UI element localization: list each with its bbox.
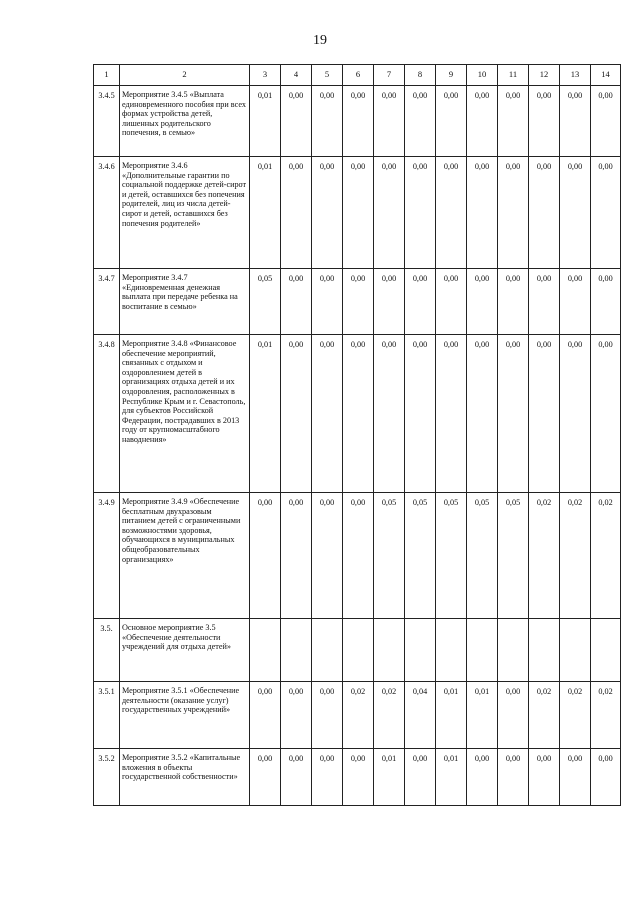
value-cell: 0,00: [312, 335, 343, 493]
value-cell: [250, 619, 281, 682]
value-cell: 0,00: [436, 157, 467, 269]
value-cell: 0,00: [529, 749, 560, 806]
column-header: 6: [343, 65, 374, 86]
value-cell: 0,01: [374, 749, 405, 806]
value-cell: 0,00: [591, 86, 621, 157]
value-cell: 0,00: [529, 335, 560, 493]
table-row: [94, 157, 621, 269]
value-cell: 0,00: [343, 157, 374, 269]
value-cell: [374, 619, 405, 682]
row-number: 3.4.9: [94, 493, 120, 619]
value-cell: 0,02: [529, 493, 560, 619]
value-cell: 0,01: [250, 86, 281, 157]
column-header: 10: [467, 65, 498, 86]
table-row: [94, 493, 621, 619]
column-header: 12: [529, 65, 560, 86]
value-cell: 0,00: [498, 749, 529, 806]
column-header: 1: [94, 65, 120, 86]
value-cell: 0,05: [374, 493, 405, 619]
column-header: 8: [405, 65, 436, 86]
value-cell: 0,05: [436, 493, 467, 619]
value-cell: 0,00: [436, 335, 467, 493]
value-cell: 0,02: [591, 682, 621, 749]
value-cell: 0,00: [591, 157, 621, 269]
value-cell: 0,00: [405, 86, 436, 157]
row-description: Мероприятие 3.4.8 «Финансовое обеспечение мероприятий, связанных с отдыхом и оздоровлением детей в организациях отдыха детей и их оздоровления, расположенных в Республике Крым и г. Севастополь, для субъектов Российской Федерации, пострадавших в 2013 году от крупномасштабного наводнения»: [120, 335, 250, 493]
row-description: Мероприятие 3.4.6 «Дополнительные гарантии по социальной поддержке детей-сирот и детей, оставшихся без попечения родителей, лиц из числа детей-сирот и детей, оставшихся без попечения родителей»: [120, 157, 250, 269]
value-cell: 0,00: [281, 749, 312, 806]
value-cell: 0,01: [467, 682, 498, 749]
value-cell: 0,00: [343, 269, 374, 335]
column-header: 9: [436, 65, 467, 86]
column-header: 7: [374, 65, 405, 86]
value-cell: 0,00: [591, 749, 621, 806]
column-header: 14: [591, 65, 621, 86]
value-cell: [281, 619, 312, 682]
value-cell: 0,00: [498, 157, 529, 269]
row-description: Основное мероприятие 3.5 «Обеспечение деятельности учреждений для отдыха детей»: [120, 619, 250, 682]
value-cell: 0,05: [405, 493, 436, 619]
value-cell: 0,01: [250, 335, 281, 493]
value-cell: 0,00: [467, 749, 498, 806]
value-cell: 0,00: [529, 269, 560, 335]
value-cell: 0,05: [498, 493, 529, 619]
column-header: 5: [312, 65, 343, 86]
value-cell: 0,00: [281, 682, 312, 749]
column-header: 13: [560, 65, 591, 86]
value-cell: 0,00: [467, 86, 498, 157]
value-cell: 0,02: [560, 493, 591, 619]
row-description: Мероприятие 3.4.7 «Единовременная денежная выплата при передаче ребенка на воспитание в семью»: [120, 269, 250, 335]
value-cell: 0,00: [405, 269, 436, 335]
value-cell: 0,00: [312, 682, 343, 749]
page-number: 19: [313, 33, 327, 48]
value-cell: 0,00: [467, 335, 498, 493]
row-description: Мероприятие 3.4.9 «Обеспечение бесплатным двухразовым питанием детей с ограниченными возможностями здоровья, обучающихся в муниципальных общеобразовательных организациях»: [120, 493, 250, 619]
value-cell: 0,02: [374, 682, 405, 749]
data-table: [93, 64, 621, 806]
value-cell: 0,00: [343, 335, 374, 493]
value-cell: 0,00: [281, 335, 312, 493]
value-cell: 0,00: [560, 86, 591, 157]
row-number: 3.5.2: [94, 749, 120, 806]
value-cell: 0,00: [312, 493, 343, 619]
value-cell: 0,00: [312, 269, 343, 335]
value-cell: 0,00: [467, 269, 498, 335]
value-cell: [312, 619, 343, 682]
value-cell: [498, 619, 529, 682]
value-cell: 0,00: [560, 157, 591, 269]
value-cell: [436, 619, 467, 682]
value-cell: 0,00: [498, 86, 529, 157]
value-cell: 0,00: [560, 269, 591, 335]
value-cell: 0,00: [250, 493, 281, 619]
value-cell: 0,00: [281, 269, 312, 335]
row-description: Мероприятие 3.5.1 «Обеспечение деятельности (оказание услуг) государственных учреждений»: [120, 682, 250, 749]
table-row: [94, 86, 621, 157]
value-cell: 0,00: [281, 157, 312, 269]
value-cell: 0,00: [436, 86, 467, 157]
column-header: 4: [281, 65, 312, 86]
column-header: 11: [498, 65, 529, 86]
row-number: 3.4.5: [94, 86, 120, 157]
value-cell: 0,00: [405, 749, 436, 806]
row-number: 3.5.1: [94, 682, 120, 749]
value-cell: 0,00: [529, 86, 560, 157]
value-cell: 0,00: [560, 335, 591, 493]
row-number: 3.5.: [94, 619, 120, 682]
value-cell: 0,00: [374, 335, 405, 493]
value-cell: 0,00: [250, 749, 281, 806]
value-cell: 0,00: [498, 335, 529, 493]
value-cell: 0,02: [560, 682, 591, 749]
value-cell: 0,00: [312, 86, 343, 157]
table-row: [94, 749, 621, 806]
value-cell: 0,02: [591, 493, 621, 619]
value-cell: 0,05: [250, 269, 281, 335]
value-cell: [343, 619, 374, 682]
value-cell: 0,00: [374, 157, 405, 269]
value-cell: 0,00: [250, 682, 281, 749]
value-cell: 0,00: [374, 269, 405, 335]
value-cell: 0,00: [343, 749, 374, 806]
value-cell: 0,00: [591, 269, 621, 335]
value-cell: [529, 619, 560, 682]
value-cell: 0,00: [374, 86, 405, 157]
value-cell: 0,00: [343, 493, 374, 619]
value-cell: 0,01: [436, 749, 467, 806]
value-cell: 0,00: [281, 493, 312, 619]
row-number: 3.4.6: [94, 157, 120, 269]
value-cell: 0,00: [529, 157, 560, 269]
table-row: [94, 269, 621, 335]
value-cell: 0,00: [560, 749, 591, 806]
row-description: Мероприятие 3.4.5 «Выплата единовременного пособия при всех формах устройства детей, лишенных родительского попечения, в семью»: [120, 86, 250, 157]
value-cell: 0,02: [343, 682, 374, 749]
table-row: [94, 335, 621, 493]
table-row: [94, 619, 621, 682]
value-cell: [591, 619, 621, 682]
value-cell: 0,04: [405, 682, 436, 749]
value-cell: 0,00: [281, 86, 312, 157]
value-cell: [405, 619, 436, 682]
value-cell: 0,00: [467, 157, 498, 269]
value-cell: [560, 619, 591, 682]
row-number: 3.4.7: [94, 269, 120, 335]
value-cell: 0,05: [467, 493, 498, 619]
value-cell: 0,00: [312, 749, 343, 806]
value-cell: 0,01: [250, 157, 281, 269]
value-cell: 0,00: [591, 335, 621, 493]
table-row: [94, 682, 621, 749]
value-cell: 0,01: [436, 682, 467, 749]
value-cell: 0,00: [405, 157, 436, 269]
header-row: [94, 65, 621, 86]
value-cell: 0,00: [436, 269, 467, 335]
value-cell: [467, 619, 498, 682]
value-cell: 0,00: [312, 157, 343, 269]
column-header: 3: [250, 65, 281, 86]
row-description: Мероприятие 3.5.2 «Капитальные вложения в объекты государственной собственности»: [120, 749, 250, 806]
value-cell: 0,00: [343, 86, 374, 157]
row-number: 3.4.8: [94, 335, 120, 493]
column-header: 2: [120, 65, 250, 86]
value-cell: 0,02: [529, 682, 560, 749]
value-cell: 0,00: [498, 269, 529, 335]
value-cell: 0,00: [498, 682, 529, 749]
value-cell: 0,00: [405, 335, 436, 493]
